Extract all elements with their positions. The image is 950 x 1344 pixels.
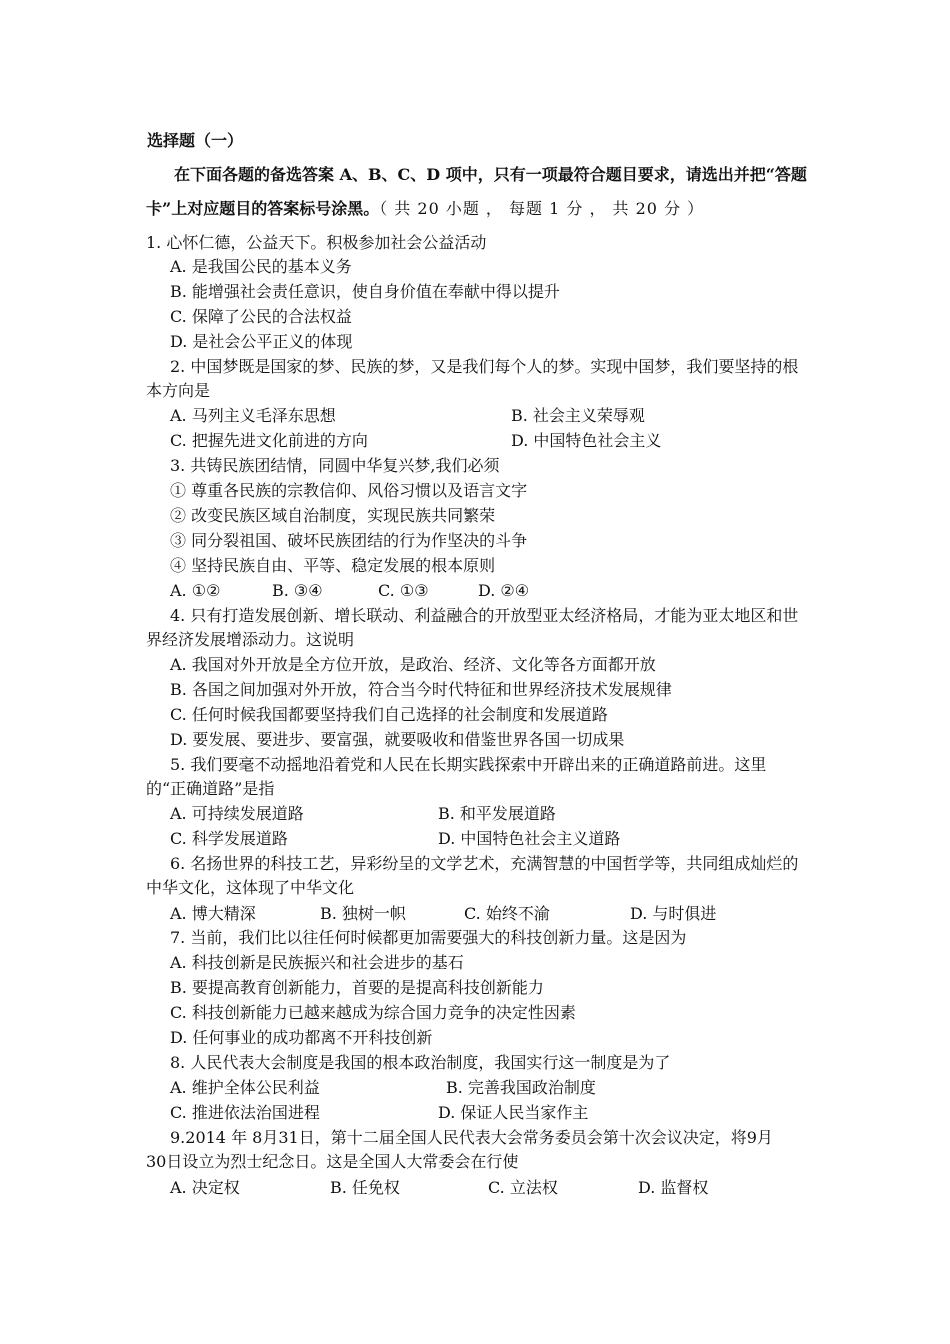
question-stem: 2. 中国梦既是国家的梦、民族的梦，又是我们每个人的梦。实现中国梦，我们要坚持的根 (170, 357, 799, 376)
option-c: C. 始终不渝 (464, 904, 550, 923)
option-b: B. 任免权 (330, 1178, 400, 1197)
option-c: C. ①③ (378, 581, 429, 600)
option-b: B. 独树一帜 (320, 904, 406, 923)
option-c: C. 把握先进文化前进的方向 (170, 431, 368, 450)
option-a: A. 博大精深 (170, 904, 256, 923)
option-b: B. 要提高教育创新能力，首要的是提高科技创新能力 (170, 978, 544, 997)
instruction-line-2 (146, 198, 704, 220)
question-stem-continued: 中华文化，这体现了中华文化 (146, 878, 355, 897)
question-stem-continued: 30日设立为烈士纪念日。这是全国人大常委会在行使 (146, 1152, 519, 1171)
option-d: D. 中国特色社会主义道路 (438, 829, 621, 848)
question-stem: 6. 名扬世界的科技工艺，异彩纷呈的文学艺术，充满智慧的中国哲学等，共同组成灿烂的 (170, 854, 799, 873)
option-b: B. 和平发展道路 (438, 804, 556, 823)
option-b: B. 各国之间加强对外开放，符合当今时代特征和世界经济技术发展规律 (170, 680, 672, 699)
question-stem: 3. 共铸民族团结情，同圆中华复兴梦,我们必须 (170, 456, 500, 475)
option-b: B. 完善我国政治制度 (446, 1078, 596, 1097)
option-a: A. 是我国公民的基本义务 (170, 257, 352, 276)
option-d: D. 监督权 (638, 1178, 709, 1197)
option-b: B. ③④ (272, 581, 323, 600)
option-d: D. 与时俱进 (630, 904, 717, 923)
question-stem: 1. 心怀仁德，公益天下。积极参加社会公益活动 (146, 233, 487, 252)
option-a: A. 马列主义毛泽东思想 (170, 406, 336, 425)
option-a: A. 科技创新是民族振兴和社会进步的基石 (170, 953, 464, 972)
option-d: D. ②④ (478, 581, 530, 600)
question-stem: 9.2014 年 8月31日，第十二届全国人民代表大会常务委员会第十次会议决定，将9月 (170, 1128, 773, 1147)
instruction-score-note: （ 共 20 小题 ， 每题 1 分 ， 共 20 分 ） (379, 199, 705, 218)
option-b: B. 社会主义荣辱观 (511, 406, 645, 425)
option-d: D. 任何事业的成功都离不开科技创新 (170, 1028, 433, 1047)
statement-2: ② 改变民族区域自治制度，实现民族共同繁荣 (170, 506, 496, 525)
option-c: C. 立法权 (488, 1178, 558, 1197)
statement-3: ③ 同分裂祖国、破坏民族团结的行为作坚决的斗争 (170, 531, 528, 550)
option-d: D. 中国特色社会主义 (511, 431, 662, 450)
question-stem-continued: 界经济发展增添动力。这说明 (146, 630, 355, 649)
option-b: B. 能增强社会责任意识，使自身价值在奉献中得以提升 (170, 282, 560, 301)
option-a: A. 我国对外开放是全方位开放，是政治、经济、文化等各方面都开放 (170, 655, 656, 674)
option-d: D. 保证人民当家作主 (438, 1103, 589, 1122)
option-d: D. 要发展、要进步、要富强，就要吸收和借鉴世界各国一切成果 (170, 730, 625, 749)
question-stem: 7. 当前，我们比以往任何时候都更加需要强大的科技创新力量。这是因为 (170, 928, 687, 947)
question-stem-continued: 本方向是 (146, 381, 211, 400)
question-stem-continued: 的“正确道路”是指 (146, 779, 275, 798)
option-c: C. 科技创新能力已越来越成为综合国力竞争的决定性因素 (170, 1003, 576, 1022)
question-stem: 4. 只有打造发展创新、增长联动、利益融合的开放型亚太经济格局，才能为亚太地区和世 (170, 606, 799, 625)
option-a: A. 维护全体公民利益 (170, 1078, 320, 1097)
instruction-bold-part: 卡”上对应题目的答案标号涂黑。 (146, 199, 380, 218)
option-a: A. 决定权 (170, 1178, 240, 1197)
option-c: C. 推进依法治国进程 (170, 1103, 320, 1122)
section-title: 选择题（一） (147, 131, 244, 150)
instruction-line-1: 在下面各题的备选答案 A、B、C、D 项中，只有一项最符合题目要求，请选出并把“答题 (174, 165, 807, 184)
option-c: C. 任何时候我国都要坚持我们自己选择的社会制度和发展道路 (170, 705, 608, 724)
option-d: D. 是社会公平正义的体现 (170, 332, 353, 351)
option-c: C. 科学发展道路 (170, 829, 288, 848)
option-a: A. 可持续发展道路 (170, 804, 304, 823)
question-stem: 5. 我们要毫不动摇地沿着党和人民在长期实践探索中开辟出来的正确道路前进。这里 (170, 755, 767, 774)
statement-1: ① 尊重各民族的宗教信仰、风俗习惯以及语言文字 (170, 481, 528, 500)
question-stem: 8. 人民代表大会制度是我国的根本政治制度，我国实行这一制度是为了 (170, 1053, 671, 1072)
option-a: A. ①② (170, 581, 221, 600)
option-c: C. 保障了公民的合法权益 (170, 307, 352, 326)
statement-4: ④ 坚持民族自由、平等、稳定发展的根本原则 (170, 556, 496, 575)
